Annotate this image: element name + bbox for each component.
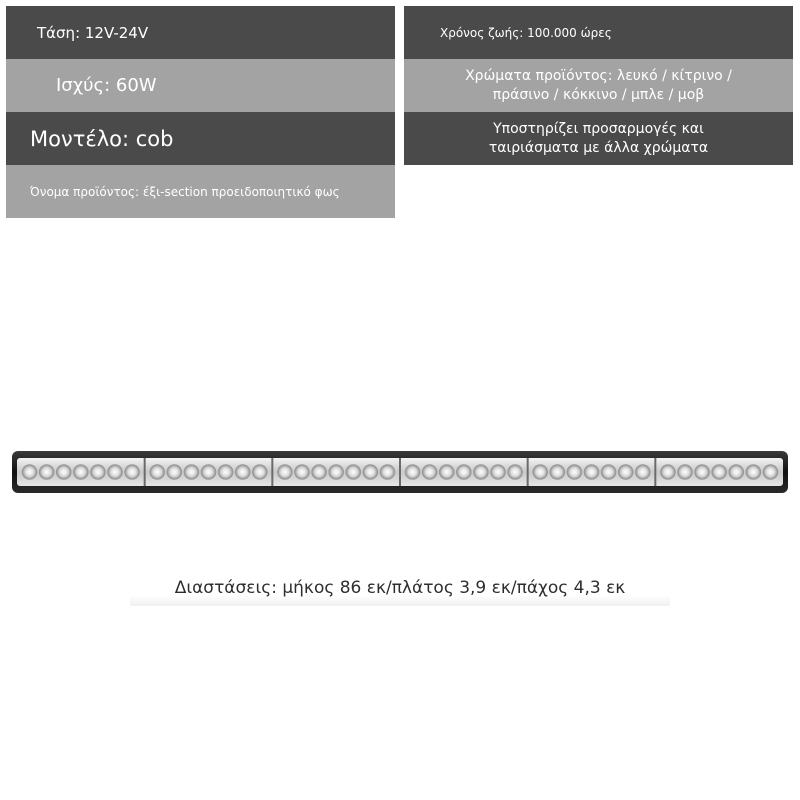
spec-model [6, 112, 395, 165]
led-lamp [405, 465, 420, 480]
led-lamp [252, 465, 267, 480]
led-lamp [218, 465, 233, 480]
led-lamp [125, 465, 140, 480]
led-lamp [567, 465, 582, 480]
led-lamp [660, 465, 675, 480]
spec-product-name [6, 165, 395, 218]
dimensions-caption [130, 570, 670, 606]
spec-model-text: Μοντέλο: cob [30, 126, 174, 151]
led-lamp [635, 465, 650, 480]
led-lamp [746, 465, 761, 480]
led-lamp [56, 465, 71, 480]
led-lamp [294, 465, 309, 480]
led-lamp [39, 465, 54, 480]
led-lamp [201, 465, 216, 480]
led-lamp [380, 465, 395, 480]
led-lamp [584, 465, 599, 480]
led-lamp [439, 465, 454, 480]
led-lamp [363, 465, 378, 480]
led-lamp [346, 465, 361, 480]
led-lamp [618, 465, 633, 480]
spec-support [404, 112, 793, 165]
led-lamp [184, 465, 199, 480]
led-lamp [473, 465, 488, 480]
led-light-bar-image [12, 451, 788, 493]
spec-colors-text: Χρώματα προϊόντος: λευκό / κίτρινο / πράσινο / κόκκινο / μπλε / μοβ [465, 67, 732, 103]
led-lamp [695, 465, 710, 480]
led-lamp [533, 465, 548, 480]
led-lamp [422, 465, 437, 480]
led-lamp [22, 465, 37, 480]
led-lamp [277, 465, 292, 480]
led-lamp [550, 465, 565, 480]
spec-lifetime [404, 6, 793, 59]
led-lamp [167, 465, 182, 480]
led-lamp [712, 465, 727, 480]
spec-product-name-text: Όνομα προϊόντος: έξι-section προειδοποιητικό φως [30, 184, 340, 199]
spec-voltage-text: Τάση: 12V-24V [37, 23, 149, 42]
led-lamp [456, 465, 471, 480]
spec-voltage [6, 6, 395, 59]
dimensions-text: Διαστάσεις: μήκος 86 εκ/πλάτος 3,9 εκ/πάχος 4,3 εκ [174, 578, 626, 598]
section-divider [271, 458, 273, 486]
led-lamp [601, 465, 616, 480]
led-lamp [491, 465, 506, 480]
led-lamp [150, 465, 165, 480]
section-divider [654, 458, 656, 486]
spec-colors [404, 59, 793, 112]
section-divider [144, 458, 146, 486]
led-lamp [329, 465, 344, 480]
spec-lifetime-text: Χρόνος ζωής: 100.000 ώρες [440, 25, 612, 40]
led-lamp [763, 465, 778, 480]
spec-power-text: Ισχύς: 60W [56, 75, 157, 96]
led-lamp [73, 465, 88, 480]
led-lamp [508, 465, 523, 480]
spec-power [6, 59, 395, 112]
led-lamp [108, 465, 123, 480]
section-divider [527, 458, 529, 486]
led-lamp [312, 465, 327, 480]
led-lamp [677, 465, 692, 480]
led-lamp [729, 465, 744, 480]
led-lamp [90, 465, 105, 480]
section-divider [399, 458, 401, 486]
spec-support-text: Υποστηρίζει προσαρμογές και ταιριάσματα με άλλα χρώματα [488, 120, 709, 156]
led-lamp [235, 465, 250, 480]
